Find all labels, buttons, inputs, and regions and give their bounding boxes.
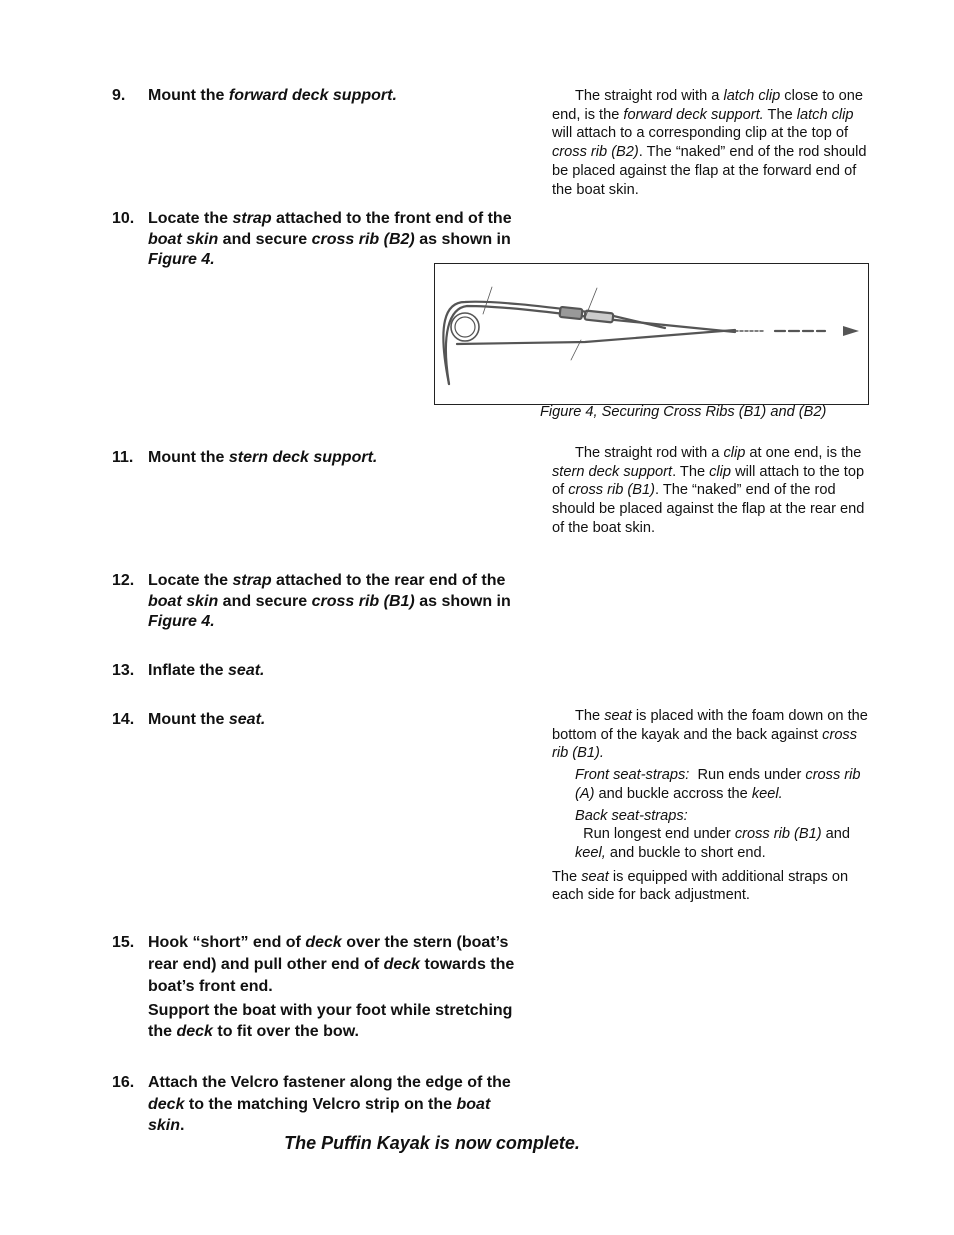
step-13: 13. Inflate the seat. xyxy=(112,661,522,682)
step-number: 16. xyxy=(112,1074,135,1091)
note-stern-deck-support: The straight rod with a clip at one end, is the stern deck support. The clip will attach to the top of cross rib (B1). The “naked” end of the rod should be placed against the flap at the rear end of the boat skin. xyxy=(552,445,865,536)
step-16: 16. Attach the Velcro fastener along the edge of the deck to the matching Velcro strip on the boat skin. xyxy=(112,1074,511,1134)
step-11: 11. Mount the stern deck support. xyxy=(112,448,522,469)
cross-rib-diagram xyxy=(435,264,868,404)
step-number: 13. xyxy=(112,662,135,679)
figure-4 xyxy=(434,263,869,405)
figure-caption: Figure 4, Securing Cross Ribs (B1) and (B2) xyxy=(540,404,827,420)
arrow-head xyxy=(843,326,859,336)
step-14: 14. Mount the seat. xyxy=(112,710,522,731)
step-15: 15. Hook “short” end of deck over the stern (boat’s rear end) and pull other end of deck towards the boat’s front end. Support the boat with your foot while stretching the deck to fit over the bow. xyxy=(112,934,515,1040)
step-number: 10. xyxy=(112,210,135,227)
step-number: 15. xyxy=(112,934,135,951)
step-number: 9. xyxy=(112,87,126,104)
step-10: 10. Locate the strap attached to the front end of the boat skin and secure cross rib (B2) as shown in Figure 4. xyxy=(112,210,512,268)
latch-clip xyxy=(560,307,583,319)
step-9: 9. Mount the forward deck support. xyxy=(112,86,522,107)
step-number: 12. xyxy=(112,572,135,589)
strap-line xyxy=(457,330,735,344)
step-number: 14. xyxy=(112,711,135,728)
step-number: 11. xyxy=(112,449,134,466)
note-seat: The seat is placed with the foam down on the bottom of the kayak and the back against cross rib (B1). Front seat-straps: Run ends under cross rib (A) and buckle accross the keel. Back seat-straps: Run longest end under cross rib (B1) and keel, and buckle to short end. The seat is equipped with additional straps on each side for back adjustment. xyxy=(552,708,868,904)
completion-message: The Puffin Kayak is now complete. xyxy=(284,1133,580,1153)
step-12: 12. Locate the strap attached to the rear end of the boat skin and secure cross rib (B1) as shown in Figure 4. xyxy=(112,572,511,630)
note-forward-deck-support: The straight rod with a latch clip close to one end, is the forward deck support. The latch clip will attach to a corresponding clip at the top of cross rib (B2). The “naked” end of the rod should be placed against the flap at the forward end of the boat skin. xyxy=(552,88,867,198)
